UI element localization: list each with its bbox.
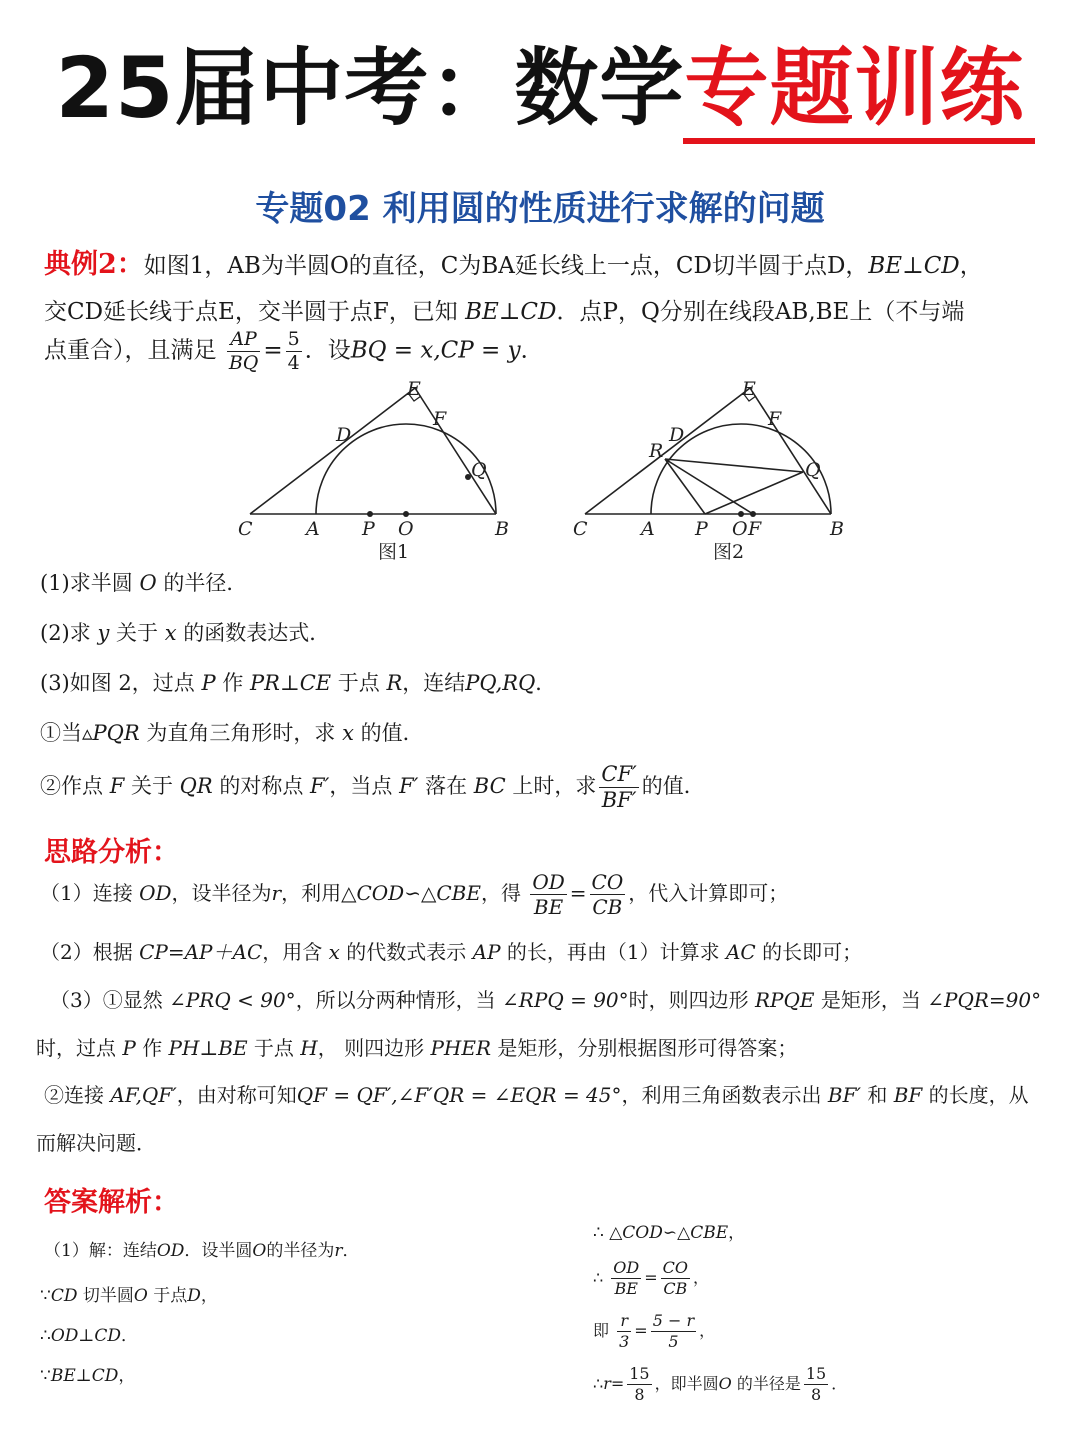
math: ∠PRQ < 90° <box>169 988 296 1012</box>
math: BE⊥CD <box>50 1366 119 1386</box>
line-be <box>415 388 496 514</box>
line-be <box>750 388 831 514</box>
text: 的半径． <box>163 571 248 595</box>
text: 于点 <box>253 1036 294 1060</box>
math: ∠PQR=90° <box>927 988 1042 1012</box>
figure-2-caption: 图2 <box>713 541 745 563</box>
den: 4 <box>287 352 300 374</box>
text: 关于 <box>116 621 158 645</box>
text: 即 <box>593 1321 610 1340</box>
text: 关于 <box>130 774 173 798</box>
num: 5 − r <box>652 1311 695 1330</box>
math: ∠RPQ = 90° <box>502 988 629 1012</box>
fraction-15-8 <box>627 1366 651 1403</box>
label-p: P <box>362 518 375 540</box>
section-label: 答案解析： <box>44 1187 179 1218</box>
answer-left-2 <box>40 1281 218 1311</box>
label-r: R <box>649 440 664 462</box>
den: CB <box>663 1279 688 1298</box>
text: ∵ <box>40 1366 51 1386</box>
segment-pr <box>665 459 705 514</box>
text: （1）连接 <box>40 881 133 905</box>
num: CO <box>591 870 624 894</box>
text: ． <box>342 1241 360 1261</box>
answer-right-1 <box>593 1218 745 1248</box>
question-1 <box>40 568 247 598</box>
problem-label: 典例2： <box>44 249 144 280</box>
text: (1)求半圆 <box>40 571 133 595</box>
den: BQ <box>228 352 259 374</box>
text: 交CD延长线于点E，交半圆于点F，已知 <box>44 299 458 325</box>
math: O <box>139 571 157 595</box>
point-o <box>403 511 409 517</box>
text: ， <box>728 1223 746 1243</box>
label-d: D <box>669 424 685 446</box>
text: 时，则四边形 <box>628 988 749 1012</box>
math: r <box>603 1374 611 1393</box>
label-b: B <box>495 518 509 540</box>
text: ∴ <box>593 1374 604 1393</box>
fraction-od-be <box>530 872 566 917</box>
text: ， <box>693 1268 710 1287</box>
den: 5 <box>668 1332 679 1351</box>
math: ▵PQR <box>82 721 140 745</box>
text: ， <box>200 1286 218 1306</box>
label-d: D <box>336 424 352 446</box>
text: ∽△ <box>662 1223 691 1243</box>
den: 8 <box>810 1385 822 1404</box>
math: H <box>300 1036 318 1060</box>
text: 于点 <box>337 671 380 695</box>
text: ． <box>121 1326 139 1346</box>
math: x <box>342 721 354 745</box>
text: ，由对称可知 <box>176 1083 297 1107</box>
fraction-co-cb <box>590 872 626 917</box>
num: CO <box>662 1258 688 1277</box>
text: ，即半圆 <box>654 1374 719 1393</box>
text: ， <box>959 253 983 279</box>
text: ，得 <box>480 881 521 905</box>
math: AP <box>472 940 501 964</box>
math: OD⊥CD <box>50 1326 122 1346</box>
figure-1-caption: 图1 <box>378 541 410 563</box>
answer-right-4 <box>593 1366 847 1403</box>
text: 作 <box>142 1036 163 1060</box>
text: 的长即可； <box>762 940 863 964</box>
den: BE <box>533 895 564 919</box>
label-e: E <box>742 378 756 400</box>
text: 的值． <box>360 721 424 745</box>
math: x <box>328 940 340 964</box>
answer-heading <box>44 1188 179 1219</box>
math: F <box>109 774 125 798</box>
math: F′ <box>310 774 330 798</box>
label-p: P <box>695 518 708 540</box>
question-3-1 <box>40 718 424 748</box>
point-p <box>367 511 373 517</box>
text: 和 <box>867 1083 888 1107</box>
section-label: 思路分析： <box>44 837 179 868</box>
text: 的代数式表示 <box>346 940 467 964</box>
text: ，连结 <box>402 671 466 695</box>
text: ， <box>699 1321 716 1340</box>
line-ce <box>250 388 415 514</box>
label-o: O <box>398 518 414 540</box>
num: r <box>617 1313 631 1332</box>
analysis-5 <box>44 1080 1029 1110</box>
question-3 <box>40 668 556 698</box>
text: 点重合），且满足 <box>44 337 217 364</box>
math: O <box>718 1374 732 1393</box>
num: OD <box>613 1258 640 1277</box>
text: ，利用△ <box>281 881 357 905</box>
den: CB <box>592 895 623 919</box>
den: BF′ <box>601 788 637 812</box>
math: PQ,RQ <box>465 671 536 695</box>
math: BE⊥CD <box>465 299 557 325</box>
text: （3）①显然 <box>50 988 163 1012</box>
analysis-heading <box>44 838 179 869</box>
title-black: 25届中考：数学 <box>55 39 685 137</box>
text: （2）根据 <box>40 940 133 964</box>
label-q: Q <box>805 459 821 481</box>
text: （1）解：连结 <box>44 1241 157 1261</box>
text: 的对称点 <box>219 774 304 798</box>
text: ．设 <box>304 337 351 364</box>
num: 15 <box>805 1364 827 1383</box>
analysis-1: （1）连接 OD，设半径为r，利用△COD∽△CBE，得 $\frac{OD}{BE}$ = $\frac{CO}{CB}$ ，代入计算即可； <box>40 870 789 919</box>
text: 上时，求 <box>512 774 597 798</box>
label-f-prime: F <box>748 518 762 540</box>
math: COD <box>356 881 405 905</box>
fraction-od-be <box>611 1260 641 1297</box>
math: y <box>97 621 110 645</box>
text: ． <box>520 337 544 364</box>
figure-1 <box>230 375 530 565</box>
text: 是矩形，分别根据图形可得答案； <box>497 1036 798 1060</box>
math: P <box>122 1036 136 1060</box>
text: ．点P，Q分别在线段AB,BE上（不与端 <box>556 299 965 325</box>
text: ，用含 <box>262 940 323 964</box>
math: OD <box>139 881 172 905</box>
text: ①当 <box>40 721 82 745</box>
math: AF,QF′ <box>110 1083 177 1107</box>
page-title <box>0 38 1080 138</box>
text: 的半径是 <box>736 1374 801 1393</box>
analysis-3 <box>50 985 1041 1015</box>
fraction-ap-bq <box>227 330 261 373</box>
text: 的长度，从 <box>928 1083 1029 1107</box>
den: 8 <box>634 1385 645 1404</box>
text: ∽△ <box>404 881 437 905</box>
math: COD <box>622 1223 663 1243</box>
math: BE⊥CD <box>868 253 960 279</box>
label-c: C <box>238 518 253 540</box>
problem-line-1 <box>44 250 983 281</box>
analysis-6 <box>36 1128 156 1158</box>
text: 于点 <box>153 1286 188 1306</box>
analysis-4 <box>36 1033 797 1063</box>
question-2 <box>40 618 330 648</box>
text: ∴ <box>40 1326 51 1346</box>
label-f: F <box>768 408 782 430</box>
analysis-2 <box>40 937 862 967</box>
fraction-5-r-5 <box>651 1313 696 1350</box>
label-o: O <box>732 518 748 540</box>
text: ②连接 <box>44 1083 104 1107</box>
math: x <box>164 621 177 645</box>
text: (3)如图 2，过点 <box>40 671 195 695</box>
math: QR <box>179 774 213 798</box>
math: CD <box>50 1286 78 1306</box>
fraction-co-cb <box>661 1260 690 1297</box>
text: ，代入计算即可； <box>628 881 789 905</box>
math: PR⊥CE <box>250 671 332 695</box>
math: r <box>271 881 282 905</box>
text: ∴ △ <box>593 1223 623 1243</box>
answer-right-2: ∴ $\frac{OD}{BE}$ = $\frac{CO}{CB}$ ， <box>593 1258 710 1298</box>
math: O <box>133 1286 148 1306</box>
text: ，当点 <box>329 774 393 798</box>
fraction-15-8 <box>804 1366 828 1403</box>
segment-rq <box>665 459 803 472</box>
math: BF′ <box>827 1083 861 1107</box>
segment-rf-prime <box>665 459 753 514</box>
math: PH⊥BE <box>168 1036 248 1060</box>
text: 作 <box>222 671 244 695</box>
text: 时，过点 <box>36 1036 116 1060</box>
answer-left-3 <box>40 1321 138 1351</box>
label-f: F <box>433 408 447 430</box>
text: 的半径为 <box>266 1241 335 1261</box>
eq: = <box>263 337 283 364</box>
math: PHER <box>430 1036 492 1060</box>
math: R <box>386 671 403 695</box>
text: ， <box>118 1366 136 1386</box>
num: CF′ <box>601 762 637 786</box>
fraction-cf-bf <box>599 764 638 811</box>
text: 的值． <box>641 774 705 798</box>
text: 而解决问题． <box>36 1131 156 1155</box>
label-a: A <box>641 518 655 540</box>
text: ∵ <box>40 1286 51 1306</box>
text: (2)求 <box>40 621 91 645</box>
math: P <box>201 671 216 695</box>
math: D <box>187 1286 201 1306</box>
text: ，所以分两种情形，当 <box>295 988 496 1012</box>
text: ，设半径为 <box>171 881 272 905</box>
math: QF = QF′,∠F′QR = ∠EQR = 45° <box>296 1083 622 1107</box>
text: 落在 <box>425 774 468 798</box>
text: ②作点 <box>40 774 103 798</box>
num: 15 <box>629 1364 650 1383</box>
problem-line-3 <box>44 330 544 373</box>
title-underline <box>683 138 1035 144</box>
text: ∴ <box>593 1268 604 1287</box>
math: CBE <box>690 1223 729 1243</box>
line-ce <box>585 388 750 514</box>
text: 切半圆 <box>82 1286 134 1306</box>
fraction-5-4 <box>286 330 302 373</box>
point-f-prime <box>750 511 756 517</box>
fraction-r-3 <box>617 1313 631 1350</box>
text: 的函数表达式． <box>183 621 331 645</box>
text: 是矩形，当 <box>820 988 921 1012</box>
label-q: Q <box>471 459 487 481</box>
math: RPQE <box>755 988 815 1012</box>
subtitle: 专题02 利用圆的性质进行求解的问题 <box>255 189 825 229</box>
math: CBE <box>436 881 481 905</box>
label-b: B <box>830 518 844 540</box>
math: OD <box>156 1241 185 1261</box>
text: ． <box>831 1374 848 1393</box>
figure-2 <box>565 375 865 565</box>
answer-left-4 <box>40 1361 135 1391</box>
text: = <box>610 1374 625 1393</box>
text: ． <box>535 671 557 695</box>
math: O <box>252 1241 267 1261</box>
text: ，利用三角函数表示出 <box>621 1083 822 1107</box>
text: ， 则四边形 <box>317 1036 425 1060</box>
math: BC <box>473 774 506 798</box>
num: AP <box>227 330 261 352</box>
den: 3 <box>619 1332 630 1351</box>
label-c: C <box>573 518 588 540</box>
math: BF <box>893 1083 923 1107</box>
math: AC <box>725 940 756 964</box>
problem-line-2 <box>44 297 964 327</box>
answer-left-1 <box>44 1236 359 1266</box>
title-red: 专题训练 <box>684 39 1025 137</box>
num: 5 <box>287 328 300 350</box>
text: 如图1，AB为半圆O的直径，C为BA延长线上一点，CD切半圆于点D， <box>143 253 869 279</box>
point-o <box>738 511 744 517</box>
math: r <box>334 1241 343 1261</box>
num: OD <box>532 870 565 894</box>
text: 为直角三角形时，求 <box>146 721 336 745</box>
text: 的长，再由（1）计算求 <box>506 940 720 964</box>
label-a: A <box>306 518 320 540</box>
label-e: E <box>407 378 421 400</box>
question-3-2 <box>40 764 705 811</box>
math: F′ <box>399 774 419 798</box>
math: CP=AP＋AC <box>139 940 263 964</box>
answer-right-3: 即 $\frac{r}{3}$ = $\frac{5 - r}{5}$ ， <box>593 1311 716 1351</box>
math: BQ = x,CP = y <box>350 337 521 364</box>
den: BE <box>614 1279 638 1298</box>
text: ．设半圆 <box>184 1241 253 1261</box>
